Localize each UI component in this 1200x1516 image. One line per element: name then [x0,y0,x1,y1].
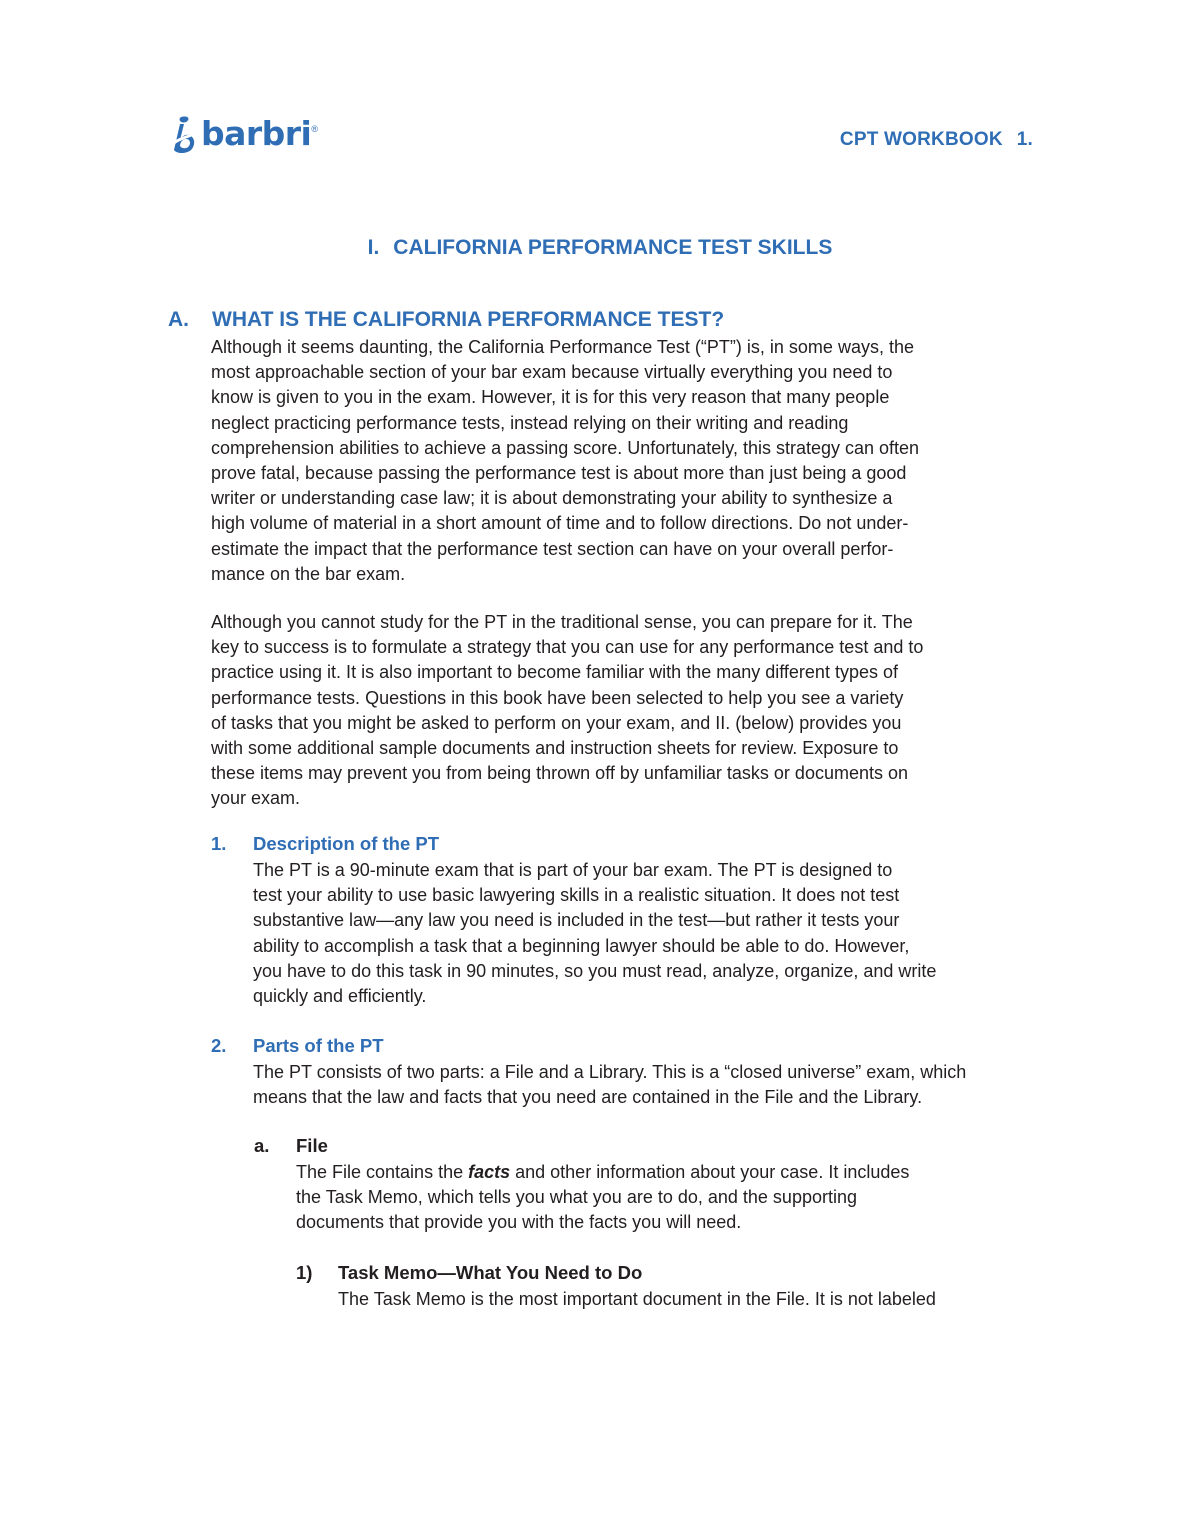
barbri-swirl-logo-icon [168,114,198,154]
item-1paren-text: The Task Memo is the most important document in the File. It is not labeled [338,1289,936,1309]
item-a-text [296,1160,1056,1236]
chapter-title [0,236,1200,260]
running-head-title: CPT WORKBOOK [839,129,1003,150]
item-a-text-before: The File contains the [296,1162,469,1182]
item-a-title: File [296,1135,328,1156]
section-a-paragraph-2: Although you cannot study for the PT in the traditional sense, you can prepare for it. The key to success is to formulate a strategy that you can use for any performance test and to practice using it. It is also important to become familiar with the many different types of performance tests. Questions in this book have been selected to help you see a variety of tasks that you might be asked to perform on your exam, and II. (below) provides you with some additional sample documents and instruction sheets for review. Exposure to these items may prevent you from being thrown off by unfamiliar tasks or documents on your exam. [211,612,924,809]
item-1-text: The PT is a 90-minute exam that is part of your bar exam. The PT is designed to test your ability to use basic lawyering skills in a realistic situation. It does not test substantive law—any law you need is included in the test—but rather it tests your ability to accomplish a task that a beginning lawyer should be able to do. However, you have to do this task in 90 minutes, so you must read, analyze, organize, and write quickly and efficiently. [253,860,937,1007]
logo-text: barbri [201,114,312,153]
item-1-label: 1. [211,833,227,854]
item-a-label: a. [254,1135,270,1156]
item-1-heading [211,832,440,856]
page-number: 1. [1016,129,1033,150]
item-2-text: The PT consists of two parts: a File and a Library. This is a “closed universe” exam, which means that the law and facts that you need are contained in the File and the Library. [253,1062,967,1108]
section-a-label: A. [168,308,189,331]
item-a-heading [254,1134,328,1158]
item-1paren-title: Task Memo—What You Need to Do [338,1262,643,1283]
logo-trademark: ® [311,124,319,134]
item-1paren-heading [296,1261,643,1285]
section-a-title: WHAT IS THE CALIFORNIA PERFORMANCE TEST? [212,308,725,331]
chapter-numeral: I. [367,236,380,259]
section-a-heading [168,308,724,332]
barbri-logo [168,112,318,156]
item-2-heading [211,1034,384,1058]
running-head [840,129,1033,151]
chapter-title-text: CALIFORNIA PERFORMANCE TEST SKILLS [393,236,833,259]
item-2-label: 2. [211,1035,227,1056]
item-a-text-after: and other information about your case. It includes the Task Memo, which tells you what you are to do, and the supporting documents that provide you with the facts you will need. [296,1162,910,1233]
item-1paren-label: 1) [296,1262,313,1283]
item-1-title: Description of the PT [253,833,440,854]
item-2-title: Parts of the PT [253,1035,384,1056]
item-a-facts-emphasis: facts [468,1162,511,1182]
section-a-paragraph-1: Although it seems daunting, the California Performance Test (“PT”) is, in some ways, the most approachable section of your bar exam because virtually everything you need to know is given to you in the exam. However, it is for this very reason that many people neglect practicing performance tests, instead relying on their writing and reading comprehension abilities to achieve a passing score. Unfortunately, this strategy can often prove fatal, because passing the performance test is about more than just being a good writer or understanding case law; it is about demonstrating your ability to synthesize a high volume of material in a short amount of time and to follow directions. Do not under- estimate the impact that the performance test section can have on your overall perfor- mance on the bar exam. [211,337,920,584]
